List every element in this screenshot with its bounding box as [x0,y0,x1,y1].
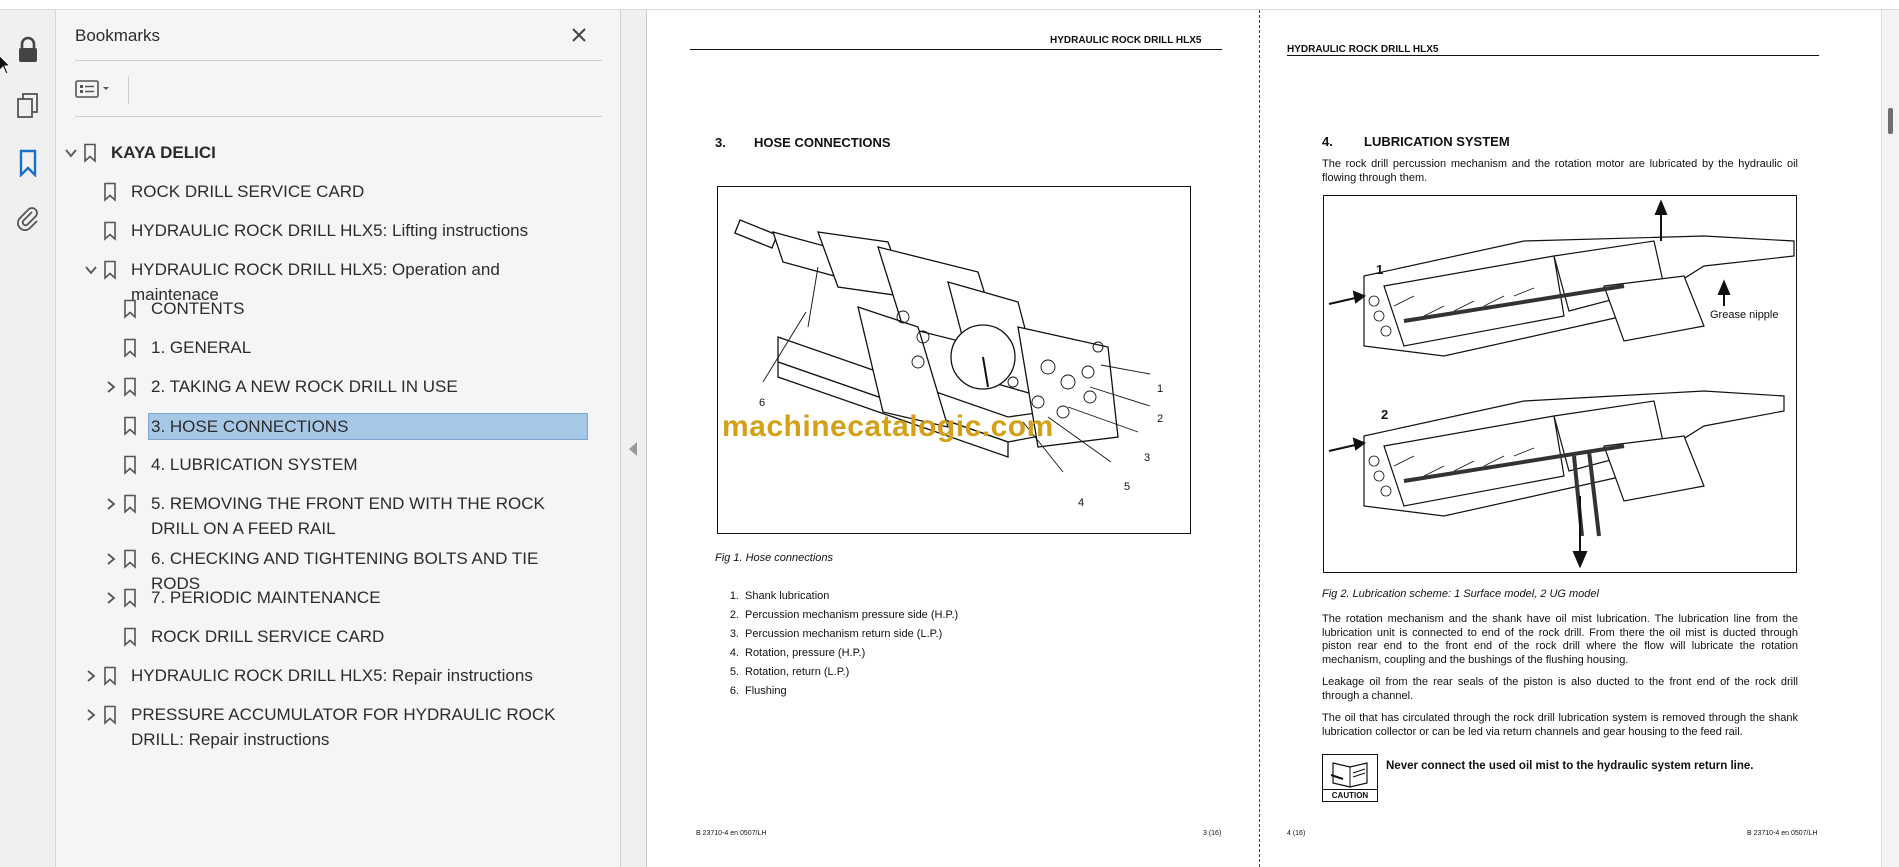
chevron-right-icon[interactable] [101,491,121,516]
tree-spacer [101,296,121,321]
document-view[interactable] [647,10,1881,867]
watermark: machinecatalogic.com [722,410,1054,443]
chevron-right-icon[interactable] [101,585,121,610]
section-number: 3. [715,135,726,150]
pages-icon[interactable] [10,88,46,124]
attachment-icon[interactable] [10,200,46,236]
chevron-down-icon[interactable] [61,140,81,165]
chevron-right-icon[interactable] [81,663,101,688]
bookmark-label: 2. TAKING A NEW ROCK DRILL IN USE [151,377,458,396]
header-rule [690,49,1222,50]
tree-spacer [101,452,121,477]
figure-callout-2: 2 [1157,413,1164,425]
figure-callout-1: 1 [1157,383,1164,395]
toolbar-separator [128,76,129,104]
bookmark-label: HYDRAULIC ROCK DRILL HLX5: Repair instructions [131,666,533,685]
bookmark-icon [101,702,119,727]
caution-label: CAUTION [1323,789,1377,801]
chevron-right-icon[interactable] [101,546,121,571]
bookmark-label: ROCK DRILL SERVICE CARD [131,182,365,201]
bookmark-icon [121,585,139,610]
bookmark-item[interactable] [81,179,364,204]
chevron-right-icon[interactable] [101,374,121,399]
bookmark-icon [101,257,119,282]
bookmark-item[interactable] [81,218,528,243]
mouse-cursor-icon [0,54,12,81]
panel-divider [75,60,602,61]
page-3 [647,10,1260,867]
panel-collapse-handle[interactable] [621,10,647,867]
bookmark-options-button[interactable] [75,75,121,103]
chevron-down-icon[interactable] [81,257,101,282]
bookmark-icon [101,218,119,243]
bookmark-icon [121,413,139,438]
list-item: 1. Shank lubrication [729,590,830,602]
bookmark-item[interactable] [101,296,245,321]
paragraph-3: The oil that has circulated through the rock drill lubrication system is removed through the shank lubrication collector or can be led via return channels and gear housing to the feed rail. [1322,712,1798,738]
lock-icon[interactable] [10,32,46,68]
bookmark-icon [101,663,119,688]
list-item: 4. Rotation, pressure (H.P.) [729,647,866,659]
figure-callout-4: 4 [1078,497,1085,509]
bookmark-icon [121,491,139,516]
bookmark-item[interactable] [101,452,358,477]
bookmark-item[interactable] [81,663,533,688]
hose-connections-figure [717,186,1191,534]
section-title: HOSE CONNECTIONS [754,135,891,150]
chevron-right-icon[interactable] [81,702,101,727]
list-item: 5. Rotation, return (L.P.) [729,666,850,678]
bookmark-icon [101,179,119,204]
bookmark-options-icon [75,79,115,99]
top-strip [0,0,1899,10]
section-title: LUBRICATION SYSTEM [1364,134,1510,149]
caution-book-icon [1323,755,1377,791]
page-footer-number: 4 (16) [1287,830,1306,837]
bookmark-item[interactable] [101,585,381,610]
list-item: 2. Percussion mechanism pressure side (H.P.) [729,609,959,621]
bookmark-label: 7. PERIODIC MAINTENANCE [151,588,381,607]
bookmark-item[interactable] [101,374,458,399]
figure-caption: Fig 1. Hose connections [715,552,834,564]
lubrication-figure [1323,195,1797,573]
bookmark-label: KAYA DELICI [111,143,216,162]
bookmark-label: 3. HOSE CONNECTIONS [148,413,588,440]
bookmark-icon [121,546,139,571]
figure-callout-3: 3 [1144,452,1151,464]
vertical-scrollbar[interactable] [1881,10,1899,867]
list-item: 6. Flushing [729,685,787,697]
rock-drill-illustration [718,187,1190,533]
bookmark-item[interactable] [101,491,591,541]
figure-callout-1: 1 [1376,262,1384,277]
bookmark-label: 5. REMOVING THE FRONT END WITH THE ROCK DRILL ON A FEED RAIL [151,494,545,538]
header-rule [1287,55,1819,56]
hose-connections-list [715,587,958,701]
bookmark-item[interactable] [101,413,588,440]
lubrication-scheme-illustration [1324,196,1796,572]
running-head: HYDRAULIC ROCK DRILL HLX5 [1050,35,1202,46]
bookmark-label: HYDRAULIC ROCK DRILL HLX5: Operation and maintenace [131,260,500,304]
intro-paragraph: The rock drill percussion mechanism and the rotation motor are lubricated by the hydraulic oil flowing through them. [1322,158,1798,184]
warning-text: Never connect the used oil mist to the hydraulic system return line. [1386,760,1754,772]
tree-spacer [81,218,101,243]
bookmark-icon[interactable] [10,145,46,181]
paragraph-1: The rotation mechanism and the shank have oil mist lubrication. The lubrication line from the lubrication unit is connected to end of the rock drill. From there the oil mist is ducted through piston rear end to the front end of the rock drill where the flow will lubricate the rotation mechanism, coupling and the bushings of the flushing housing. [1322,613,1798,666]
bookmark-item[interactable] [101,624,384,649]
running-head: HYDRAULIC ROCK DRILL HLX5 [1287,44,1439,55]
bookmark-icon [121,452,139,477]
bookmarks-panel [56,10,621,867]
close-icon[interactable] [566,22,592,48]
figure-caption: Fig 2. Lubrication scheme: 1 Surface model, 2 UG model [1322,588,1599,600]
collapse-arrow-icon [629,442,637,456]
page-footer-number: 3 (16) [1203,830,1222,837]
bookmark-item[interactable] [81,702,591,752]
caution-symbol [1322,754,1378,802]
section-number: 4. [1322,134,1333,149]
tree-spacer [101,335,121,360]
bookmark-item[interactable] [61,140,216,165]
panel-title: Bookmarks [75,26,161,45]
figure-callout-6: 6 [759,397,766,409]
figure-callout-5: 5 [1124,481,1131,493]
page-4 [1261,10,1881,867]
tree-spacer [101,624,121,649]
paragraph-2: Leakage oil from the rear seals of the piston is also ducted to the front end of the rock drill through a channel. [1322,676,1798,702]
bookmark-icon [81,140,99,165]
bookmark-icon [121,624,139,649]
bookmark-icon [121,296,139,321]
bookmark-label: HYDRAULIC ROCK DRILL HLX5: Lifting instructions [131,221,529,240]
bookmark-icon [121,335,139,360]
page-footer-code: B 23710-4 en 0507/LH [696,830,767,837]
bookmark-label: 1. GENERAL [151,338,252,357]
tree-spacer [101,413,121,438]
tree-spacer [81,179,101,204]
panel-divider [75,116,602,117]
page-footer-code: B 23710-4 en 0507/LH [1747,830,1818,837]
bookmark-label: CONTENTS [151,299,245,318]
bookmark-label: PRESSURE ACCUMULATOR FOR HYDRAULIC ROCK DRILL: Repair instructions [131,705,556,749]
bookmark-item[interactable] [101,335,251,360]
bookmark-label: ROCK DRILL SERVICE CARD [151,627,385,646]
grease-nipple-label: Grease nipple [1710,309,1779,321]
bookmark-icon [121,374,139,399]
bookmark-label: 6. CHECKING AND TIGHTENING BOLTS AND TIE RODS [151,549,539,593]
left-tool-rail [0,10,56,867]
bookmark-label: 4. LUBRICATION SYSTEM [151,455,358,474]
scrollbar-thumb[interactable] [1888,108,1893,134]
figure-callout-2: 2 [1381,407,1389,422]
list-item: 3. Percussion mechanism return side (L.P.) [729,628,943,640]
